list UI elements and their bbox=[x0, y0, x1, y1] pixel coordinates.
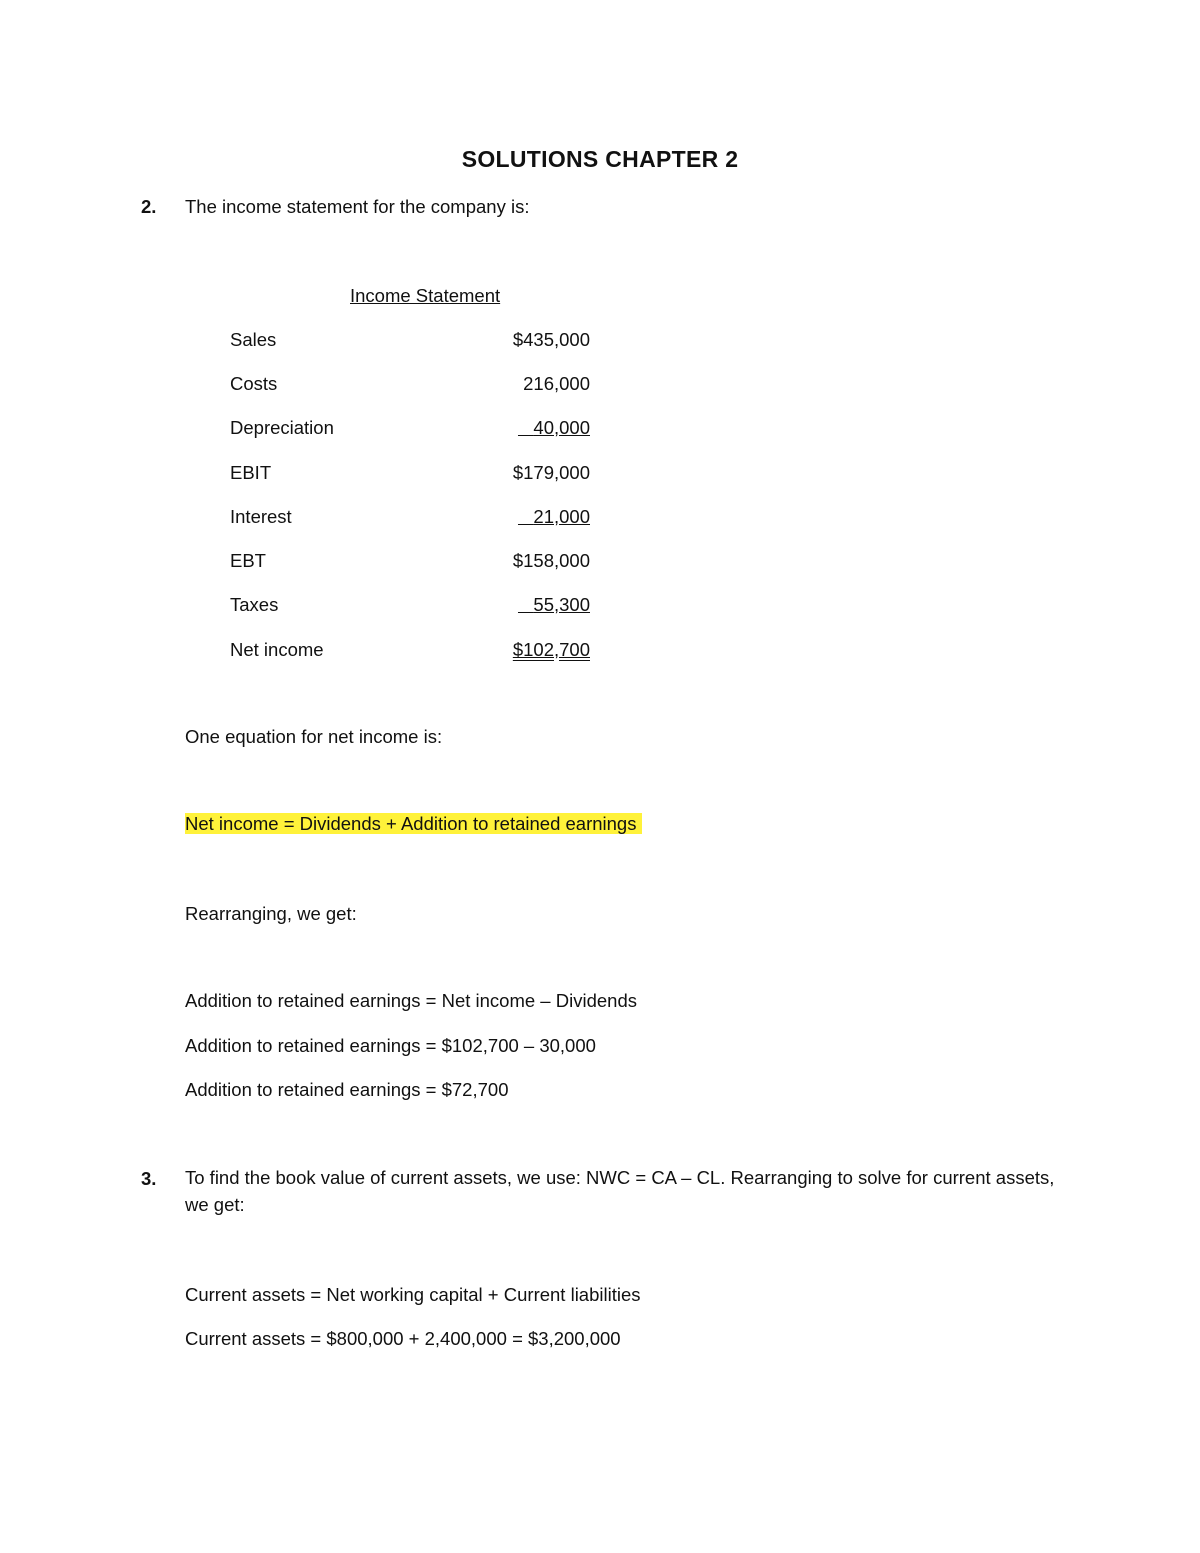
row-value-depreciation-text: 40,000 bbox=[533, 417, 590, 438]
row-value-interest-text: 21,000 bbox=[533, 506, 590, 527]
retained-earnings-step-2: Addition to retained earnings = $102,700 – 30,000 bbox=[185, 1035, 596, 1056]
row-label-net-income: Net income bbox=[230, 639, 324, 660]
problem-2-intro: The income statement for the company is: bbox=[185, 196, 530, 217]
row-value-ebit: $179,000 bbox=[512, 462, 590, 483]
row-value-net-income bbox=[430, 638, 590, 662]
row-label-interest: Interest bbox=[230, 506, 292, 527]
row-value-interest bbox=[430, 505, 590, 529]
income-statement-heading: Income Statement bbox=[350, 285, 501, 306]
row-label-costs: Costs bbox=[230, 373, 278, 394]
row-value-ebt: $158,000 bbox=[512, 550, 590, 571]
current-assets-step-2: Current assets = $800,000 + 2,400,000 = $3,200,000 bbox=[185, 1328, 621, 1349]
problem-3-number: 3. bbox=[141, 1168, 157, 1189]
row-label-depreciation: Depreciation bbox=[230, 417, 334, 438]
row-value-depreciation bbox=[430, 416, 590, 440]
equation-intro: One equation for net income is: bbox=[185, 726, 443, 747]
highlighted-equation: Net income = Dividends + Addition to retained earnings bbox=[185, 813, 642, 834]
rearrange-intro: Rearranging, we get: bbox=[185, 903, 357, 924]
row-label-taxes: Taxes bbox=[230, 594, 279, 615]
row-value-costs: 216,000 bbox=[523, 373, 590, 394]
problem-2-number: 2. bbox=[141, 196, 157, 217]
row-value-net-income-text: $102,700 bbox=[512, 639, 590, 660]
row-label-sales: Sales bbox=[230, 329, 277, 350]
row-label-ebit: EBIT bbox=[230, 462, 272, 483]
current-assets-step-1: Current assets = Net working capital + Current liabilities bbox=[185, 1284, 641, 1305]
row-value-taxes-text: 55,300 bbox=[533, 594, 590, 615]
retained-earnings-step-1: Addition to retained earnings = Net income – Dividends bbox=[185, 990, 637, 1011]
row-label-ebt: EBT bbox=[230, 550, 266, 571]
net-income-equation bbox=[185, 812, 642, 836]
problem-3-intro: To find the book value of current assets, we use: NWC = CA – CL. Rearranging to solve for current assets, we get: bbox=[185, 1167, 1055, 1215]
row-value-taxes bbox=[430, 593, 590, 617]
row-value-sales: $435,000 bbox=[512, 329, 590, 350]
page-title: SOLUTIONS CHAPTER 2 bbox=[461, 146, 739, 172]
retained-earnings-step-3: Addition to retained earnings = $72,700 bbox=[185, 1079, 509, 1100]
